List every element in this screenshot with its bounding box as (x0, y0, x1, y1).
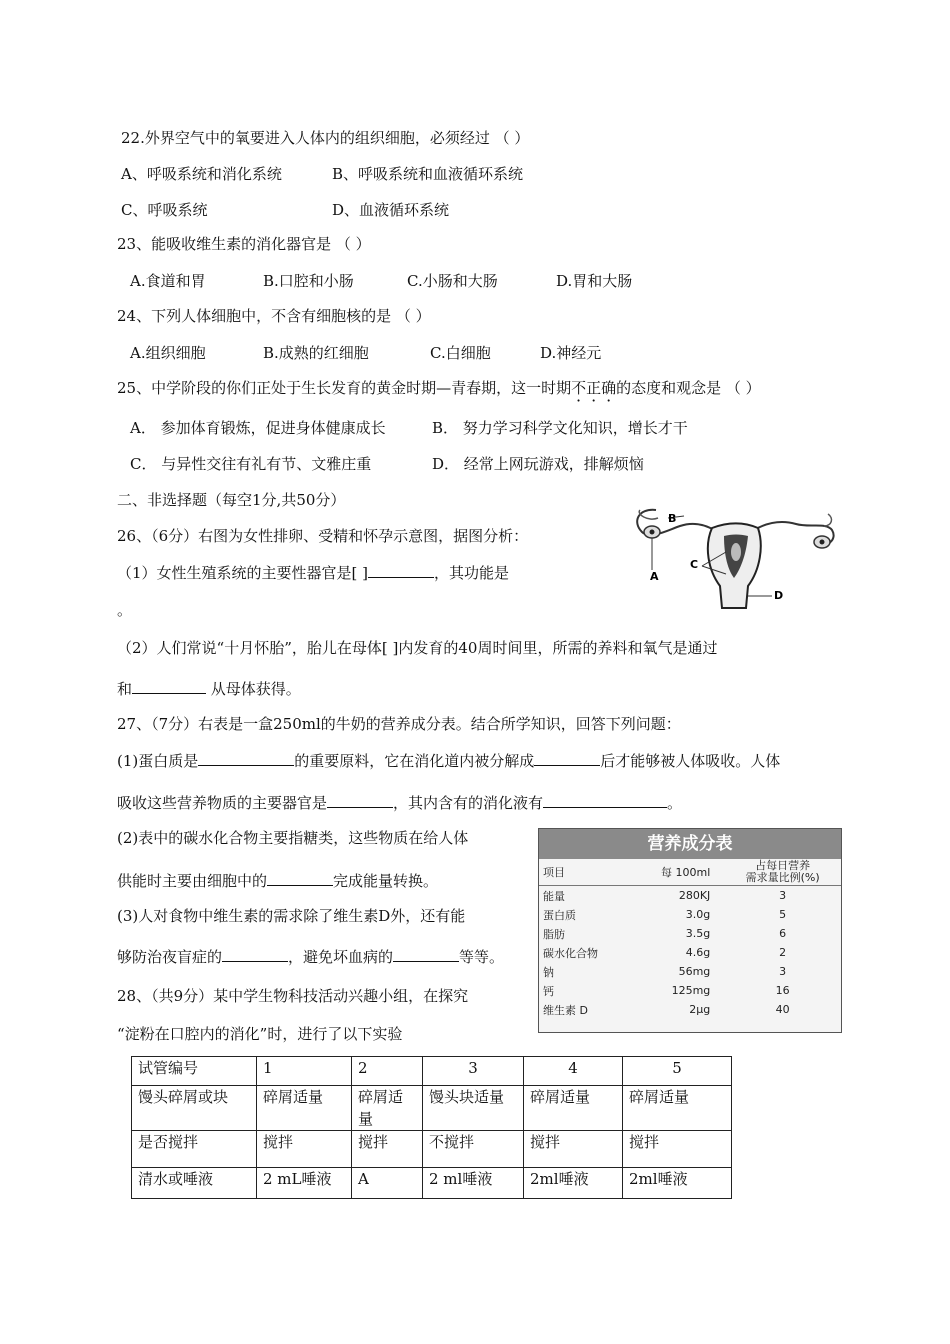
table-cell: 试管编号 (132, 1057, 257, 1086)
table-cell: 碎屑适量 (623, 1086, 732, 1131)
nutrition-cell: 钠 (543, 965, 554, 979)
table-cell: 搅拌 (352, 1131, 423, 1168)
q26-part2-b (117, 678, 301, 699)
nutrition-cell: 56mg (678, 965, 711, 978)
table-cell: 搅拌 (257, 1131, 352, 1168)
q27-text: 吸收这些营养物质的主要器官是 (117, 794, 328, 812)
q23-option-b: B.口腔和小肠 (263, 272, 354, 290)
table-cell: 清水或唾液 (132, 1168, 257, 1199)
q25-stem (117, 378, 761, 398)
q25-stem-post: 的态度和观念是 （ ） (616, 379, 761, 397)
q26-part2-b-post: 从母体获得。 (206, 680, 301, 698)
q27-part1-line1 (117, 750, 780, 771)
nutrition-header (724, 859, 841, 886)
nutrition-row (539, 886, 841, 906)
nutrition-title: 营养成分表 (539, 829, 841, 859)
nutrition-cell: 40 (775, 1003, 790, 1016)
answer-blank[interactable] (543, 792, 667, 808)
q26-part2-a: （2）人们常说“十月怀胎”，胎儿在母体[ ]内发育的40周时间里，所需的养料和氧气是通过 (117, 639, 718, 657)
q26-part1-pre: （1）女性生殖系统的主要性器官是[ ] (117, 564, 369, 582)
nutrition-cell: 2 (779, 946, 787, 959)
table-cell: 1 (257, 1057, 352, 1086)
table-cell: 不搅拌 (423, 1131, 524, 1168)
answer-blank[interactable] (327, 792, 393, 808)
nutrition-cell: 脂肪 (543, 927, 565, 941)
reproductive-system-diagram (628, 500, 840, 618)
table-cell: 4 (524, 1057, 623, 1086)
q26-part1 (117, 562, 509, 583)
nutrition-row (539, 924, 841, 943)
table-cell: A (352, 1168, 423, 1199)
nutrition-cell: 3.5g (685, 927, 711, 940)
table-row (132, 1168, 732, 1199)
q24-option-b: B.成熟的红细胞 (263, 344, 369, 362)
nutrition-row (539, 905, 841, 924)
answer-blank[interactable] (132, 678, 206, 694)
q22-option-b: B、呼吸系统和血液循环系统 (332, 165, 524, 183)
q27-text: 供能时主要由细胞中的 (117, 872, 268, 890)
nutrition-facts-table (538, 828, 842, 1033)
nutrition-cell: 16 (775, 984, 790, 997)
nutrition-cell: 3 (779, 965, 787, 978)
table-row (132, 1057, 732, 1086)
label-b: B (668, 512, 677, 525)
nutrition-cell: 4.6g (685, 946, 711, 959)
nutrition-header-line2: 需求量比例(%) (745, 871, 820, 884)
table-cell: 5 (623, 1057, 732, 1086)
q26-part2-b-pre: 和 (117, 680, 133, 698)
q25-option-a: A． 参加体育锻炼，促进身体健康成长 (130, 419, 386, 437)
answer-blank[interactable] (198, 750, 294, 766)
nutrition-cell: 5 (779, 908, 787, 921)
nutrition-cell: 125mg (671, 984, 711, 997)
q25-emphasis-2: 正 (586, 379, 602, 397)
nutrition-cell: 6 (779, 927, 787, 940)
q25-emphasis-3: 确 (601, 379, 617, 397)
nutrition-cell: 3.0g (685, 908, 711, 921)
answer-blank[interactable] (222, 946, 288, 962)
nutrition-cell: 维生素 D (543, 1003, 588, 1017)
q24-option-d: D.神经元 (540, 344, 602, 362)
q27-text: ，其内含有的消化液有 (393, 794, 544, 812)
q28-stem-a: 28、（共9分）某中学生物科技活动兴趣小组，在探究 (117, 987, 469, 1005)
label-c: C (690, 558, 699, 571)
experiment-table (131, 1056, 732, 1199)
q22-stem: 22.外界空气中的氧要进入人体内的组织细胞，必须经过 （ ） (121, 129, 530, 147)
nutrition-cell: 钙 (543, 984, 554, 998)
q27-part3-line1: (3)人对食物中维生素的需求除了维生素D外，还有能 (117, 907, 466, 925)
table-row (132, 1086, 732, 1131)
label-a: A (650, 570, 659, 583)
nutrition-row (539, 1000, 841, 1019)
answer-blank[interactable] (534, 750, 600, 766)
q23-stem: 23、能吸收维生素的消化器官是 （ ） (117, 235, 371, 253)
table-cell: 馒头块适量 (423, 1086, 524, 1131)
table-cell: 2 ml唾液 (423, 1168, 524, 1199)
q23-option-c: C.小肠和大肠 (407, 272, 498, 290)
nutrition-cell: 碳水化合物 (543, 946, 598, 960)
answer-blank[interactable] (267, 870, 333, 886)
nutrition-cell: 蛋白质 (543, 908, 576, 922)
q25-option-d: D． 经常上网玩游戏，排解烦恼 (432, 455, 644, 473)
q26-part1-end: 。 (117, 601, 133, 619)
table-cell: 搅拌 (524, 1131, 623, 1168)
q22-option-a: A、呼吸系统和消化系统 (121, 165, 282, 183)
nutrition-row (539, 943, 841, 962)
answer-blank[interactable] (393, 946, 459, 962)
q27-text: 够防治夜盲症的 (117, 948, 223, 966)
q25-option-b: B． 努力学习科学文化知识，增长才干 (432, 419, 688, 437)
q27-part1-line2 (117, 792, 682, 813)
nutrition-cell: 280KJ (678, 889, 711, 902)
nutrition-header: 每 100ml (629, 859, 725, 886)
q27-text: 。 (667, 794, 683, 812)
q24-option-a: A.组织细胞 (130, 344, 206, 362)
q26-stem: 26、（6分）右图为女性排卵、受精和怀孕示意图，据图分析： (117, 527, 529, 545)
nutrition-cell: 3 (779, 889, 787, 902)
q27-text: 后才能够被人体吸收。人体 (600, 752, 781, 770)
q27-part2-line2 (117, 870, 438, 891)
q28-stem-b: “淀粉在口腔内的消化”时，进行了以下实验 (117, 1025, 403, 1043)
q24-option-c: C.白细胞 (430, 344, 491, 362)
q27-text: 的重要原料，它在消化道内被分解成 (294, 752, 535, 770)
q27-stem: 27、（7分）右表是一盒250ml的牛奶的营养成分表。结合所学知识，回答下列问题： (117, 715, 681, 733)
label-d: D (774, 589, 784, 602)
q23-option-d: D.胃和大肠 (556, 272, 633, 290)
q27-text: ，避免坏血病的 (288, 948, 394, 966)
table-cell: 2 mL唾液 (257, 1168, 352, 1199)
q25-option-c: C． 与异性交往有礼有节、文雅庄重 (130, 455, 372, 473)
nutrition-row (539, 962, 841, 981)
table-cell: 碎屑适量 (352, 1086, 423, 1131)
q24-stem: 24、下列人体细胞中，不含有细胞核的是 （ ） (117, 307, 431, 325)
table-cell: 2ml唾液 (524, 1168, 623, 1199)
q27-text: (1)蛋白质是 (117, 752, 199, 770)
q23-option-a: A.食道和胃 (130, 272, 206, 290)
table-cell: 是否搅拌 (132, 1131, 257, 1168)
nutrition-header: 项目 (539, 859, 629, 886)
q22-option-d: D、血液循环系统 (332, 201, 450, 219)
q22-option-c: C、呼吸系统 (121, 201, 208, 219)
table-cell: 馒头碎屑或块 (132, 1086, 257, 1131)
nutrition-cell: 2μg (689, 1003, 711, 1016)
q27-text: 等等。 (459, 948, 505, 966)
nutrition-header-line1: 占每日营养 (755, 859, 811, 872)
q25-emphasis-1: 不 (571, 379, 587, 397)
q27-part2-line1: (2)表中的碳水化合物主要指糖类，这些物质在给人体 (117, 829, 469, 847)
q27-text: 完成能量转换。 (333, 872, 439, 890)
nutrition-row (539, 981, 841, 1000)
table-row (132, 1131, 732, 1168)
table-cell: 2ml唾液 (623, 1168, 732, 1199)
q27-part3-line2 (117, 946, 504, 967)
table-cell: 搅拌 (623, 1131, 732, 1168)
section-heading: 二、非选择题（每空1分,共50分） (117, 491, 346, 509)
table-cell: 碎屑适量 (524, 1086, 623, 1131)
nutrition-cell: 能量 (543, 889, 565, 903)
q26-part1-post: ，其功能是 (434, 564, 510, 582)
table-cell: 碎屑适量 (257, 1086, 352, 1131)
q25-stem-pre: 25、中学阶段的你们正处于生长发育的黄金时期—青春期，这一时期 (117, 379, 572, 397)
table-cell: 3 (423, 1057, 524, 1086)
answer-blank[interactable] (368, 562, 434, 578)
table-cell: 2 (352, 1057, 423, 1086)
